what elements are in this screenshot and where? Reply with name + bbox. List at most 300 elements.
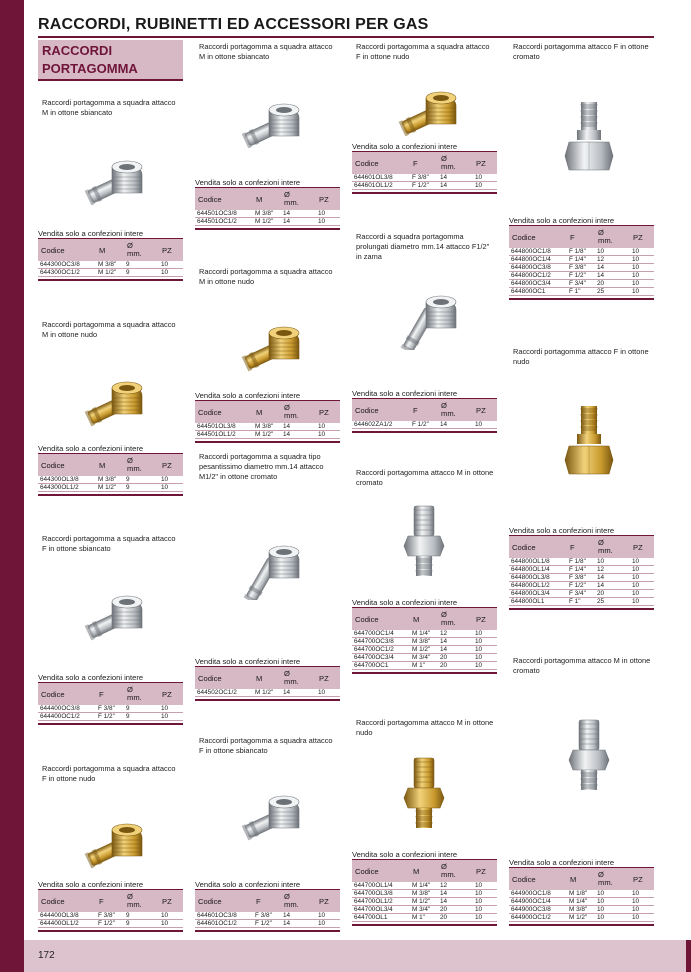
fitting-photo	[68, 137, 168, 215]
cell-code: 644800OC3/8	[511, 264, 551, 271]
cell-pieces: 10	[475, 174, 483, 181]
header-code: Codice	[355, 866, 379, 876]
cell-diameter: 9	[126, 713, 130, 720]
header-code: Codice	[355, 405, 379, 415]
table-row	[195, 689, 340, 697]
cell-pieces: 10	[475, 662, 483, 669]
header-pieces: PZ	[633, 232, 643, 242]
table-end-rule	[352, 431, 497, 433]
header-code: Codice	[198, 673, 222, 683]
left-color-bar	[0, 0, 24, 972]
cell-pieces: 10	[632, 256, 640, 263]
product-description: Raccordi portagomma a squadra attacco F in ottone nudo	[42, 764, 176, 783]
product-table	[195, 657, 340, 701]
header-diameter: Ø mm.	[441, 401, 456, 418]
header-attachment: F	[413, 405, 418, 415]
cell-attachment: F 3/8"	[255, 912, 272, 919]
table-header	[509, 226, 654, 248]
header-code: Codice	[198, 194, 222, 204]
product-description: Raccordi portagomma a squadra attacco M in ottone sbiancato	[42, 98, 176, 117]
header-pieces: PZ	[162, 896, 172, 906]
header-code: Codice	[512, 542, 536, 552]
table-end-rule	[352, 672, 497, 674]
cell-pieces: 10	[632, 566, 640, 573]
product-table	[509, 526, 654, 610]
header-attachment: F	[413, 158, 418, 168]
cell-code: 644501OL3/8	[197, 423, 236, 430]
header-pieces: PZ	[476, 405, 486, 415]
table-title: Vendita solo a confezioni intere	[38, 444, 183, 454]
fitting-photo	[225, 80, 325, 158]
title-rule	[38, 36, 654, 38]
cell-code: 644400OL3/8	[40, 912, 79, 919]
table-row	[509, 264, 654, 272]
cell-code: 644800OC1/4	[511, 256, 551, 263]
table-row	[352, 174, 497, 182]
cell-code: 644700OC1/2	[354, 646, 394, 653]
cell-attachment: F 3/8"	[98, 912, 115, 919]
table-title: Vendita solo a confezioni intere	[352, 389, 497, 399]
product-description: Raccordi portagomma a squadra tipo pesantissimo diametro mm.14 attacco M1/2" in ottone cromato	[199, 452, 324, 481]
header-pieces: PZ	[476, 614, 486, 624]
table-row	[195, 431, 340, 439]
cell-pieces: 10	[632, 272, 640, 279]
cell-code: 644300OL3/8	[40, 476, 79, 483]
header-diameter: Ø mm.	[441, 862, 456, 879]
cell-attachment: M 1/2"	[98, 484, 117, 491]
cell-pieces: 10	[475, 421, 483, 428]
cell-diameter: 14	[440, 638, 448, 645]
cell-diameter: 9	[126, 269, 130, 276]
cell-diameter: 14	[283, 912, 291, 919]
table-header	[352, 608, 497, 630]
product-description: Raccordi portagomma a squadra attacco F in ottone sbiancato	[199, 736, 333, 755]
section-header	[38, 40, 183, 81]
cell-diameter: 10	[597, 898, 605, 905]
cell-attachment: M 1/2"	[569, 914, 588, 921]
cell-pieces: 10	[632, 248, 640, 255]
table-end-rule	[509, 924, 654, 926]
product-description: Raccordi a squadra portagomma prolungati diametro mm.14 attacco F1/2" in zama	[356, 232, 490, 261]
cell-attachment: F 3/8"	[569, 264, 586, 271]
header-attachment: M	[99, 245, 106, 255]
header-attachment: M	[413, 866, 420, 876]
header-diameter: Ø mm.	[284, 892, 299, 909]
cell-pieces: 10	[632, 582, 640, 589]
cell-diameter: 14	[440, 182, 448, 189]
header-attachment: M	[99, 460, 106, 470]
fitting-photo	[382, 68, 482, 146]
header-diameter: Ø mm.	[441, 154, 456, 171]
product-table	[38, 673, 183, 725]
cell-pieces: 10	[475, 654, 483, 661]
cell-pieces: 10	[475, 914, 483, 921]
cell-pieces: 10	[161, 484, 169, 491]
cell-diameter: 14	[440, 421, 448, 428]
header-pieces: PZ	[319, 407, 329, 417]
product-table	[352, 598, 497, 674]
header-attachment: M	[413, 614, 420, 624]
cell-pieces: 10	[318, 210, 326, 217]
cell-attachment: M 1/2"	[255, 689, 274, 696]
product-description: Raccordi portagomma a squadra attacco M in ottone nudo	[199, 267, 333, 286]
cell-attachment: F 3/8"	[98, 705, 115, 712]
table-end-rule	[38, 930, 183, 932]
product-description: Raccordi portagomma attacco M in ottone cromato	[513, 656, 651, 675]
cell-code: 644700OL3/4	[354, 906, 393, 913]
header-diameter: Ø mm.	[127, 456, 142, 473]
cell-code: 644700OC1/4	[354, 630, 394, 637]
header-pieces: PZ	[476, 866, 486, 876]
table-row	[38, 912, 183, 920]
cell-diameter: 14	[440, 898, 448, 905]
cell-code: 644700OL1/4	[354, 882, 393, 889]
header-code: Codice	[41, 896, 65, 906]
cell-attachment: M 3/8"	[255, 423, 274, 430]
table-row	[509, 906, 654, 914]
cell-diameter: 10	[597, 558, 605, 565]
cell-pieces: 10	[475, 882, 483, 889]
cell-pieces: 10	[632, 280, 640, 287]
cell-diameter: 14	[440, 890, 448, 897]
fitting-photo	[225, 772, 325, 850]
table-row	[352, 421, 497, 429]
cell-diameter: 9	[126, 476, 130, 483]
cell-diameter: 14	[597, 264, 605, 271]
cell-pieces: 10	[632, 590, 640, 597]
cell-pieces: 10	[632, 906, 640, 913]
cell-code: 644700OL1	[354, 914, 388, 921]
cell-attachment: M 1/4"	[569, 898, 588, 905]
header-pieces: PZ	[319, 896, 329, 906]
product-table	[195, 178, 340, 230]
cell-code: 644800OC3/4	[511, 280, 551, 287]
page-number: 172	[38, 950, 55, 961]
cell-diameter: 20	[597, 280, 605, 287]
cell-attachment: M 1/2"	[412, 646, 431, 653]
cell-diameter: 14	[283, 689, 291, 696]
cell-attachment: M 1"	[412, 914, 425, 921]
product-description: Raccordi portagomma attacco F in ottone nudo	[513, 347, 649, 366]
header-diameter: Ø mm.	[127, 892, 142, 909]
footer-band	[24, 940, 686, 972]
cell-pieces: 10	[161, 269, 169, 276]
fitting-photo	[539, 714, 639, 792]
table-title: Vendita solo a confezioni intere	[38, 229, 183, 239]
fitting-photo	[382, 272, 482, 350]
cell-diameter: 14	[597, 574, 605, 581]
cell-code: 644300OC1/2	[40, 269, 80, 276]
cell-code: 644300OC3/8	[40, 261, 80, 268]
cell-pieces: 10	[475, 906, 483, 913]
product-description: Raccordi portagomma attacco F in ottone cromato	[513, 42, 649, 61]
cell-diameter: 12	[597, 566, 605, 573]
header-code: Codice	[512, 874, 536, 884]
cell-code: 644602ZA1/2	[354, 421, 393, 428]
table-header	[195, 188, 340, 210]
cell-pieces: 10	[632, 598, 640, 605]
header-pieces: PZ	[162, 460, 172, 470]
table-row	[509, 566, 654, 574]
header-attachment: F	[99, 689, 104, 699]
cell-attachment: F 3/8"	[412, 174, 429, 181]
cell-code: 644700OL3/8	[354, 890, 393, 897]
table-end-rule	[509, 608, 654, 610]
product-table	[195, 880, 340, 932]
table-row	[509, 574, 654, 582]
cell-diameter: 10	[597, 906, 605, 913]
cell-pieces: 10	[318, 912, 326, 919]
cell-pieces: 10	[161, 476, 169, 483]
cell-code: 644601OL1/2	[354, 182, 393, 189]
table-end-rule	[352, 192, 497, 194]
cell-pieces: 10	[475, 646, 483, 653]
table-row	[195, 912, 340, 920]
table-row	[509, 272, 654, 280]
table-row	[38, 484, 183, 492]
cell-code: 644700OC1	[354, 662, 389, 669]
table-title: Vendita solo a confezioni intere	[509, 216, 654, 226]
table-header	[195, 401, 340, 423]
cell-pieces: 10	[161, 261, 169, 268]
cell-diameter: 10	[597, 914, 605, 921]
product-table	[352, 389, 497, 433]
table-title: Vendita solo a confezioni intere	[352, 850, 497, 860]
header-pieces: PZ	[319, 673, 329, 683]
product-description: Raccordi portagomma a squadra attacco M in ottone sbiancato	[199, 42, 333, 61]
table-end-rule	[195, 228, 340, 230]
fitting-photo	[225, 303, 325, 381]
table-end-rule	[38, 723, 183, 725]
cell-code: 644601OC1/2	[197, 920, 237, 927]
cell-pieces: 10	[475, 630, 483, 637]
cell-attachment: F 3/8"	[569, 574, 586, 581]
cell-pieces: 10	[161, 912, 169, 919]
product-description: Raccordi portagomma a squadra attacco M in ottone nudo	[42, 320, 176, 339]
cell-attachment: F 1/2"	[412, 182, 429, 189]
cell-attachment: M 3/8"	[569, 906, 588, 913]
cell-diameter: 14	[283, 431, 291, 438]
header-diameter: Ø mm.	[598, 228, 613, 245]
table-row	[352, 914, 497, 922]
product-description: Raccordi portagomma a squadra attacco F in ottone nudo	[356, 42, 490, 61]
table-header	[195, 890, 340, 912]
table-row	[38, 269, 183, 277]
fitting-photo	[374, 752, 474, 830]
fitting-photo	[68, 572, 168, 650]
cell-diameter: 20	[440, 654, 448, 661]
cell-diameter: 25	[597, 598, 605, 605]
table-header	[38, 239, 183, 261]
cell-pieces: 10	[318, 689, 326, 696]
table-row	[352, 662, 497, 670]
section-title-line1: RACCORDI	[42, 43, 113, 58]
header-attachment: M	[570, 874, 577, 884]
cell-code: 644601OC3/8	[197, 912, 237, 919]
table-title: Vendita solo a confezioni intere	[509, 858, 654, 868]
table-row	[509, 248, 654, 256]
product-table	[195, 391, 340, 443]
cell-pieces: 10	[632, 914, 640, 921]
cell-code: 644900OC1/2	[511, 914, 551, 921]
table-header	[509, 536, 654, 558]
table-row	[509, 914, 654, 922]
header-code: Codice	[41, 245, 65, 255]
product-table	[509, 858, 654, 926]
cell-pieces: 10	[161, 705, 169, 712]
cell-code: 644800OL3/8	[511, 574, 550, 581]
cell-code: 644700OC3/4	[354, 654, 394, 661]
header-diameter: Ø mm.	[284, 669, 299, 686]
cell-diameter: 9	[126, 484, 130, 491]
header-diameter: Ø mm.	[284, 403, 299, 420]
cell-attachment: M 3/4"	[412, 906, 431, 913]
cell-pieces: 10	[632, 288, 640, 295]
header-diameter: Ø mm.	[598, 538, 613, 555]
product-table	[38, 229, 183, 281]
cell-diameter: 9	[126, 261, 130, 268]
page-title: RACCORDI, RUBINETTI ED ACCESSORI PER GAS	[38, 16, 429, 33]
cell-diameter: 14	[283, 920, 291, 927]
cell-diameter: 14	[283, 423, 291, 430]
header-pieces: PZ	[319, 194, 329, 204]
header-code: Codice	[355, 158, 379, 168]
cell-attachment: F 1"	[569, 598, 581, 605]
fitting-photo	[225, 522, 325, 600]
header-pieces: PZ	[476, 158, 486, 168]
cell-attachment: M 3/8"	[412, 890, 431, 897]
product-description: Raccordi portagomma a squadra attacco F in ottone sbiancato	[42, 534, 176, 553]
cell-attachment: F 1"	[569, 288, 581, 295]
cell-diameter: 20	[440, 662, 448, 669]
cell-code: 644400OC3/8	[40, 705, 80, 712]
cell-pieces: 10	[632, 890, 640, 897]
table-title: Vendita solo a confezioni intere	[352, 598, 497, 608]
cell-attachment: M 3/4"	[412, 654, 431, 661]
table-end-rule	[195, 930, 340, 932]
cell-attachment: M 3/8"	[255, 210, 274, 217]
table-row	[352, 654, 497, 662]
header-code: Codice	[41, 460, 65, 470]
cell-diameter: 20	[597, 590, 605, 597]
header-diameter: Ø mm.	[127, 241, 142, 258]
table-row	[38, 920, 183, 928]
cell-pieces: 10	[632, 558, 640, 565]
cell-code: 644400OL1/2	[40, 920, 79, 927]
cell-attachment: M 1/2"	[255, 431, 274, 438]
cell-code: 644900OC3/8	[511, 906, 551, 913]
cell-attachment: M 3/8"	[98, 261, 117, 268]
cell-attachment: F 1/4"	[569, 256, 586, 263]
header-pieces: PZ	[633, 874, 643, 884]
table-end-rule	[352, 924, 497, 926]
cell-attachment: M 1/4"	[412, 630, 431, 637]
cell-code: 644501OC3/8	[197, 210, 237, 217]
cell-attachment: F 3/4"	[569, 280, 586, 287]
table-row	[195, 218, 340, 226]
header-pieces: PZ	[162, 245, 172, 255]
product-description: Raccordi portagomma attacco M in ottone cromato	[356, 468, 494, 487]
cell-attachment: F 1/2"	[98, 920, 115, 927]
cell-pieces: 10	[318, 431, 326, 438]
cell-code: 644900OC1/4	[511, 898, 551, 905]
table-title: Vendita solo a confezioni intere	[195, 178, 340, 188]
cell-pieces: 10	[475, 890, 483, 897]
header-diameter: Ø mm.	[598, 870, 613, 887]
cell-diameter: 9	[126, 920, 130, 927]
table-row	[352, 182, 497, 190]
cell-code: 644900OC1/8	[511, 890, 551, 897]
table-header	[509, 868, 654, 890]
table-end-rule	[195, 699, 340, 701]
cell-diameter: 12	[440, 630, 448, 637]
cell-attachment: F 3/4"	[569, 590, 586, 597]
cell-attachment: F 1/4"	[569, 566, 586, 573]
cell-diameter: 10	[597, 248, 605, 255]
header-code: Codice	[198, 896, 222, 906]
product-description: Raccordi portagomma attacco M in ottone nudo	[356, 718, 494, 737]
table-row	[38, 476, 183, 484]
cell-pieces: 10	[632, 574, 640, 581]
cell-code: 644501OC1/2	[197, 218, 237, 225]
product-table	[38, 444, 183, 496]
cell-code: 644700OC3/8	[354, 638, 394, 645]
header-attachment: M	[256, 194, 263, 204]
table-end-rule	[38, 494, 183, 496]
header-attachment: F	[256, 896, 261, 906]
cell-diameter: 14	[283, 218, 291, 225]
cell-attachment: F 1/2"	[569, 582, 586, 589]
cell-attachment: F 1/8"	[569, 248, 586, 255]
cell-pieces: 10	[318, 920, 326, 927]
cell-pieces: 10	[475, 898, 483, 905]
cell-attachment: M 3/8"	[98, 476, 117, 483]
cell-attachment: F 1/2"	[255, 920, 272, 927]
cell-code: 644501OL1/2	[197, 431, 236, 438]
header-pieces: PZ	[633, 542, 643, 552]
product-table	[509, 216, 654, 300]
table-end-rule	[195, 441, 340, 443]
header-attachment: F	[99, 896, 104, 906]
header-code: Codice	[198, 407, 222, 417]
cell-code: 644300OL1/2	[40, 484, 79, 491]
table-row	[509, 598, 654, 606]
table-header	[38, 454, 183, 476]
section-title-line2: PORTAGOMMA	[42, 61, 138, 76]
cell-code: 644800OL1/8	[511, 558, 550, 565]
cell-attachment: M 1/8"	[569, 890, 588, 897]
table-row	[38, 705, 183, 713]
table-row	[509, 558, 654, 566]
cell-diameter: 12	[597, 256, 605, 263]
cell-attachment: M 1"	[412, 662, 425, 669]
cell-code: 644800OC1	[511, 288, 546, 295]
table-row	[352, 646, 497, 654]
table-row	[352, 890, 497, 898]
table-row	[352, 906, 497, 914]
header-attachment: F	[570, 232, 575, 242]
cell-diameter: 10	[597, 890, 605, 897]
cell-pieces: 10	[632, 264, 640, 271]
table-row	[509, 898, 654, 906]
cell-pieces: 10	[161, 920, 169, 927]
fitting-photo	[539, 98, 639, 176]
cell-diameter: 20	[440, 906, 448, 913]
table-row	[195, 423, 340, 431]
cell-pieces: 10	[318, 423, 326, 430]
product-table	[38, 880, 183, 932]
header-code: Codice	[355, 614, 379, 624]
